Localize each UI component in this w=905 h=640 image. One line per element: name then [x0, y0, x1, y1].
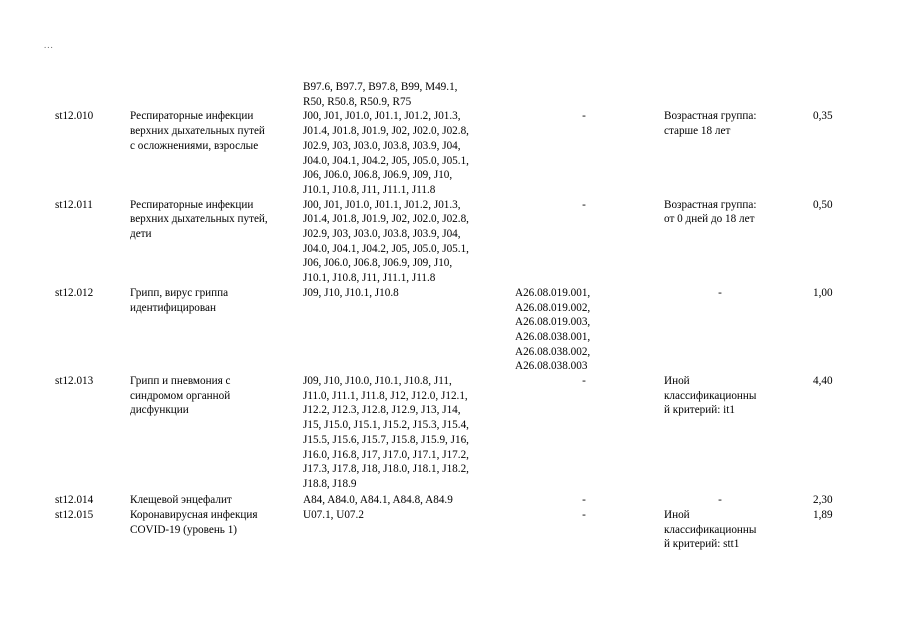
icd-code-line: R50, R50.8, R50.9, R75 [303, 95, 412, 108]
page-mark: ... [44, 40, 54, 50]
icd-code-line: J12.2, J12.3, J12.8, J12.9, J13, J14, [303, 404, 461, 417]
icd-code-line: J17.3, J17.8, J18, J18.0, J18.1, J18.2, [303, 463, 469, 476]
service-dash: - [582, 198, 586, 211]
icd-code-line: J18.8, J18.9 [303, 477, 357, 490]
icd-code-line: J11.0, J11.1, J11.8, J12, J12.0, J12.1, [303, 389, 468, 402]
icd-code-line: J15.5, J15.6, J15.7, J15.8, J15.9, J16, [303, 433, 469, 446]
icd-code-line: J10.1, J10.8, J11, J11.1, J11.8 [303, 183, 436, 196]
criteria-line: Возрастная группа: [664, 110, 757, 123]
icd-code-line: J09, J10, J10.0, J10.1, J10.8, J11, [303, 375, 452, 387]
row-code: st12.010 [55, 110, 94, 123]
row-name-line: синдромом органной [130, 389, 231, 402]
row-code: st12.012 [55, 286, 94, 299]
service-code-line: A26.08.019.001, [515, 286, 591, 299]
criteria-line: й критерий: it1 [664, 404, 735, 417]
row-name-line: Грипп, вирус гриппа [130, 286, 229, 299]
icd-code-line: J02.9, J03, J03.0, J03.8, J03.9, J04, [303, 228, 461, 240]
criteria-line: классификационны [664, 389, 757, 402]
row-name-line: дети [130, 228, 152, 240]
row-name-line: верхних дыхательных путей [130, 125, 265, 138]
coefficient: 4,40 [813, 375, 833, 387]
row-name-line: Грипп и пневмония с [130, 375, 231, 387]
criteria-line: й критерий: stt1 [664, 538, 740, 551]
icd-code-line: J02.9, J03, J03.0, J03.8, J03.9, J04, [303, 139, 461, 152]
row-name-line: Респираторные инфекции [130, 198, 254, 211]
icd-code-line: U07.1, U07.2 [303, 509, 364, 521]
service-dash: - [582, 110, 586, 123]
criteria-line: классификационны [664, 523, 757, 536]
row-name-line: Клещевой энцефалит [130, 494, 232, 506]
row-name-line: Респираторные инфекции [130, 110, 254, 123]
icd-code-line: J01.4, J01.8, J01.9, J02, J02.0, J02.8, [303, 213, 469, 226]
service-code-line: A26.08.038.001, [515, 330, 591, 343]
row-name-line: верхних дыхательных путей, [130, 213, 268, 226]
service-dash: - [582, 494, 586, 506]
icd-code-line: B97.6, B97.7, B97.8, B99, M49.1, [303, 81, 458, 93]
row-code: st12.015 [55, 509, 94, 521]
row-name-line: COVID-19 (уровень 1) [130, 523, 238, 536]
icd-code-line: J01.4, J01.8, J01.9, J02, J02.0, J02.8, [303, 125, 469, 138]
icd-code-line: J06, J06.0, J06.8, J06.9, J09, J10, [303, 257, 453, 270]
criteria-line: Иной [664, 375, 690, 387]
coefficient: 0,35 [813, 110, 833, 123]
coefficient: 1,89 [813, 509, 833, 521]
row-code: st12.013 [55, 375, 94, 387]
icd-code-line: J04.0, J04.1, J04.2, J05, J05.0, J05.1, [303, 154, 469, 167]
icd-code-line: J15, J15.0, J15.1, J15.2, J15.3, J15.4, [303, 419, 469, 432]
service-code-line: A26.08.019.003, [515, 316, 591, 329]
icd-code-line: J00, J01, J01.0, J01.1, J01.2, J01.3, [303, 198, 461, 211]
criteria-dash: - [718, 286, 722, 299]
icd-code-line: J00, J01, J01.0, J01.1, J01.2, J01.3, [303, 110, 461, 123]
service-dash: - [582, 375, 586, 387]
icd-code-line: J10.1, J10.8, J11, J11.1, J11.8 [303, 272, 436, 285]
criteria-dash: - [718, 494, 722, 506]
coefficient: 1,00 [813, 286, 833, 299]
icd-code-line: J04.0, J04.1, J04.2, J05, J05.0, J05.1, [303, 242, 469, 255]
coefficient: 2,30 [813, 494, 833, 506]
service-code-line: A26.08.038.002, [515, 345, 591, 358]
row-code: st12.014 [55, 494, 94, 506]
criteria-line: от 0 дней до 18 лет [664, 213, 755, 226]
icd-code-line: A84, A84.0, A84.1, A84.8, A84.9 [303, 494, 453, 506]
criteria-line: старше 18 лет [664, 125, 731, 138]
criteria-line: Возрастная группа: [664, 198, 757, 211]
row-name-line: с осложнениями, взрослые [130, 139, 259, 152]
service-code-line: A26.08.019.002, [515, 301, 591, 314]
row-code: st12.011 [55, 198, 93, 211]
criteria-line: Иной [664, 509, 690, 521]
icd-code-line: J06, J06.0, J06.8, J06.9, J09, J10, [303, 169, 453, 182]
row-name-line: дисфункции [130, 404, 189, 417]
icd-code-line: J16.0, J16.8, J17, J17.0, J17.1, J17.2, [303, 448, 469, 461]
row-name-line: Коронавирусная инфекция [130, 509, 258, 521]
row-name-line: идентифицирован [130, 301, 216, 314]
service-code-line: A26.08.038.003 [515, 360, 588, 373]
service-dash: - [582, 509, 586, 521]
icd-code-line: J09, J10, J10.1, J10.8 [303, 286, 399, 299]
coefficient: 0,50 [813, 198, 833, 211]
